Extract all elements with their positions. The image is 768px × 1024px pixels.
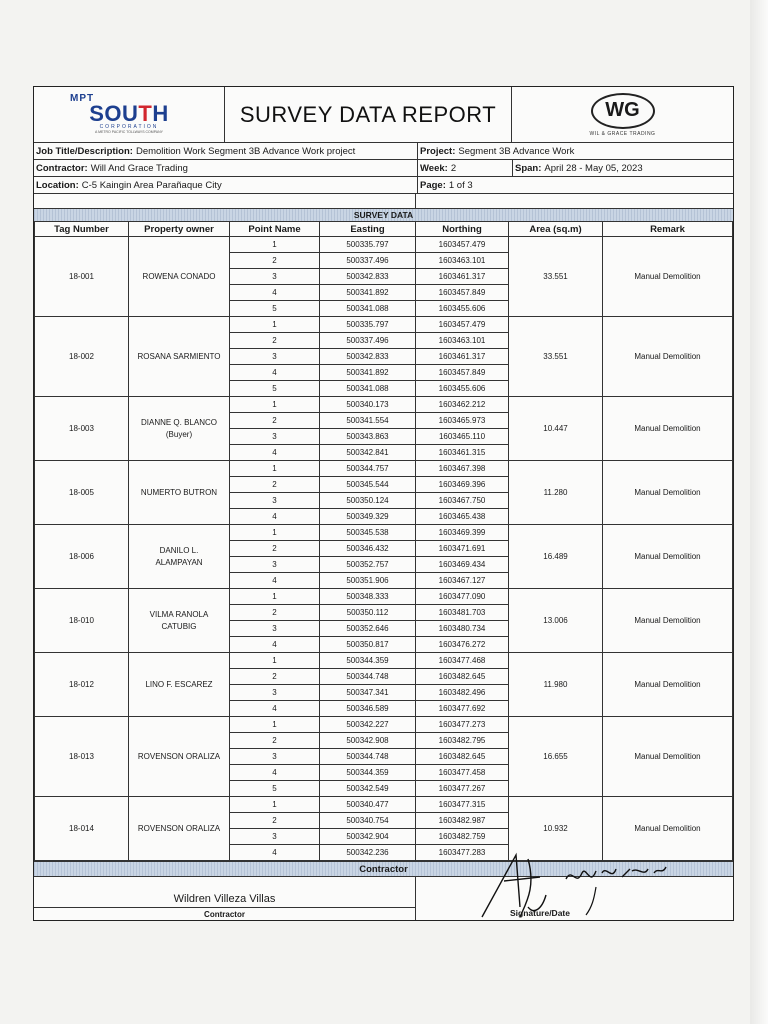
logo-corporation-text: CORPORATION (99, 124, 159, 130)
northing-cell: 1603480.734 (416, 621, 509, 637)
point-name-cell: 2 (230, 605, 320, 621)
northing-cell: 1603469.396 (416, 477, 509, 493)
point-name-cell: 2 (230, 477, 320, 493)
point-name-cell: 3 (230, 685, 320, 701)
job-title-value: Demolition Work Segment 3B Advance Work project (135, 145, 356, 157)
contractor-label: Contractor: (36, 162, 88, 174)
info-blank-row (34, 194, 733, 209)
northing-cell: 1603482.645 (416, 749, 509, 765)
easting-cell: 500342.904 (320, 829, 416, 845)
easting-cell: 500347.341 (320, 685, 416, 701)
point-name-cell: 1 (230, 717, 320, 733)
easting-cell: 500349.329 (320, 509, 416, 525)
easting-cell: 500341.088 (320, 381, 416, 397)
northing-cell: 1603476.272 (416, 637, 509, 653)
table-row (35, 317, 733, 333)
easting-cell: 500340.173 (320, 397, 416, 413)
point-name-cell: 3 (230, 621, 320, 637)
property-owner-line: ALAMPAYAN (155, 557, 203, 567)
easting-cell: 500341.088 (320, 301, 416, 317)
remark-cell: Manual Demolition (603, 461, 733, 525)
point-name-cell: 5 (230, 781, 320, 797)
property-owner-line: ROVENSON ORALIZA (137, 823, 221, 833)
northing-cell: 1603465.438 (416, 509, 509, 525)
span-value: April 28 - May 05, 2023 (544, 162, 643, 174)
tag-number-cell: 18-002 (35, 317, 129, 397)
easting-cell: 500352.757 (320, 557, 416, 573)
northing-cell: 1603455.606 (416, 381, 509, 397)
northing-cell: 1603481.703 (416, 605, 509, 621)
northing-cell: 1603457.849 (416, 285, 509, 301)
northing-cell: 1603457.479 (416, 317, 509, 333)
northing-cell: 1603477.267 (416, 781, 509, 797)
northing-cell: 1603477.315 (416, 797, 509, 813)
point-name-cell: 1 (230, 237, 320, 253)
point-name-cell: 3 (230, 829, 320, 845)
page-value: 1 of 3 (448, 179, 473, 191)
tag-number-cell: 18-005 (35, 461, 129, 525)
area-cell: 33.551 (509, 317, 603, 397)
table-row (35, 717, 733, 733)
easting-cell: 500350.112 (320, 605, 416, 621)
point-name-cell: 3 (230, 349, 320, 365)
report-sheet (33, 86, 734, 921)
contractor-role: Contractor (34, 907, 415, 920)
table-row (35, 397, 733, 413)
northing-cell: 1603461.315 (416, 445, 509, 461)
easting-cell: 500351.906 (320, 573, 416, 589)
property-owner-line: CATUBIG (161, 621, 197, 631)
column-header: Area (sq.m) (509, 222, 603, 237)
easting-cell: 500348.333 (320, 589, 416, 605)
column-header: Property owner (129, 222, 230, 237)
easting-cell: 500337.496 (320, 333, 416, 349)
tag-number-cell: 18-003 (35, 397, 129, 461)
northing-cell: 1603457.849 (416, 365, 509, 381)
table-row (35, 461, 733, 477)
wg-logo (512, 87, 733, 142)
point-name-cell: 5 (230, 381, 320, 397)
point-name-cell: 2 (230, 413, 320, 429)
point-name-cell: 1 (230, 797, 320, 813)
point-name-cell: 4 (230, 765, 320, 781)
easting-cell: 500342.227 (320, 717, 416, 733)
point-name-cell: 1 (230, 589, 320, 605)
table-header-row (35, 222, 733, 237)
point-name-cell: 2 (230, 253, 320, 269)
northing-cell: 1603477.273 (416, 717, 509, 733)
point-name-cell: 4 (230, 285, 320, 301)
point-name-cell: 4 (230, 845, 320, 861)
scan-edge (750, 0, 768, 1024)
point-name-cell: 1 (230, 525, 320, 541)
point-name-cell: 4 (230, 637, 320, 653)
point-name-cell: 1 (230, 397, 320, 413)
area-cell: 13.006 (509, 589, 603, 653)
logo-south-pre: SOU (89, 101, 139, 126)
area-cell: 16.489 (509, 525, 603, 589)
point-name-cell: 2 (230, 669, 320, 685)
area-cell: 11.280 (509, 461, 603, 525)
easting-cell: 500345.544 (320, 477, 416, 493)
easting-cell: 500344.748 (320, 669, 416, 685)
property-owner-cell (129, 317, 230, 397)
remark-cell: Manual Demolition (603, 397, 733, 461)
page-label: Page: (420, 179, 446, 191)
easting-cell: 500344.359 (320, 765, 416, 781)
remark-cell: Manual Demolition (603, 525, 733, 589)
easting-cell: 500340.477 (320, 797, 416, 813)
tag-number-cell: 18-014 (35, 797, 129, 861)
northing-cell: 1603482.759 (416, 829, 509, 845)
project-value: Segment 3B Advance Work (458, 145, 575, 157)
report-header (34, 87, 733, 143)
column-header: Tag Number (35, 222, 129, 237)
tag-number-cell: 18-010 (35, 589, 129, 653)
point-name-cell: 4 (230, 509, 320, 525)
tag-number-cell: 18-013 (35, 717, 129, 797)
info-row-contractor (34, 160, 733, 177)
northing-cell: 1603482.795 (416, 733, 509, 749)
point-name-cell: 3 (230, 557, 320, 573)
column-header: Northing (416, 222, 509, 237)
column-header: Remark (603, 222, 733, 237)
tag-number-cell: 18-006 (35, 525, 129, 589)
area-cell: 10.932 (509, 797, 603, 861)
report-info (34, 143, 733, 209)
point-name-cell: 3 (230, 269, 320, 285)
week-value: 2 (450, 162, 457, 174)
point-name-cell: 4 (230, 701, 320, 717)
easting-cell: 500352.646 (320, 621, 416, 637)
survey-data-title: SURVEY DATA (34, 209, 733, 222)
property-owner-line: LINO F. ESCAREZ (145, 679, 213, 689)
span-label: Span: (515, 162, 542, 174)
point-name-cell: 1 (230, 653, 320, 669)
remark-cell: Manual Demolition (603, 317, 733, 397)
point-name-cell: 4 (230, 445, 320, 461)
easting-cell: 500342.908 (320, 733, 416, 749)
wg-logo-subtitle: WIL & GRACE TRADING (589, 130, 656, 137)
property-owner-cell (129, 717, 230, 797)
contractor-band: Contractor (34, 861, 733, 877)
property-owner-cell (129, 589, 230, 653)
property-owner-line: ROVENSON ORALIZA (137, 751, 221, 761)
property-owner-line: (Buyer) (165, 429, 193, 439)
property-owner-line: VILMA RANOLA (149, 609, 209, 619)
remark-cell: Manual Demolition (603, 589, 733, 653)
northing-cell: 1603477.468 (416, 653, 509, 669)
northing-cell: 1603477.458 (416, 765, 509, 781)
property-owner-cell (129, 525, 230, 589)
northing-cell: 1603463.101 (416, 253, 509, 269)
northing-cell: 1603457.479 (416, 237, 509, 253)
property-owner-line: ROSANA SARMIENTO (137, 351, 221, 361)
northing-cell: 1603463.101 (416, 333, 509, 349)
northing-cell: 1603477.692 (416, 701, 509, 717)
logo-mpt-text: MPT (70, 93, 95, 104)
tag-number-cell: 18-001 (35, 237, 129, 317)
northing-cell: 1603469.399 (416, 525, 509, 541)
contractor-value: Will And Grace Trading (90, 162, 188, 174)
signature-date-label: Signature/Date (510, 908, 570, 918)
property-owner-cell (129, 461, 230, 525)
signature-box (416, 877, 733, 920)
contractor-name: Wildren Villeza Villas (173, 893, 276, 905)
easting-cell: 500346.589 (320, 701, 416, 717)
location-value: C-5 Kaingin Area Parañaque City (81, 179, 222, 191)
easting-cell: 500346.432 (320, 541, 416, 557)
point-name-cell: 5 (230, 301, 320, 317)
easting-cell: 500342.833 (320, 349, 416, 365)
northing-cell: 1603461.317 (416, 269, 509, 285)
northing-cell: 1603482.496 (416, 685, 509, 701)
point-name-cell: 1 (230, 317, 320, 333)
remark-cell: Manual Demolition (603, 797, 733, 861)
northing-cell: 1603467.750 (416, 493, 509, 509)
remark-cell: Manual Demolition (603, 237, 733, 317)
easting-cell: 500340.754 (320, 813, 416, 829)
easting-cell: 500345.538 (320, 525, 416, 541)
table-row (35, 525, 733, 541)
easting-cell: 500342.841 (320, 445, 416, 461)
northing-cell: 1603465.110 (416, 429, 509, 445)
handwritten-signature (416, 847, 734, 921)
remark-cell: Manual Demolition (603, 717, 733, 797)
logo-south-t: T (138, 101, 153, 126)
logo-tagline: A METRO PACIFIC TOLLWAYS COMPANY (95, 130, 163, 134)
northing-cell: 1603471.691 (416, 541, 509, 557)
survey-data-table (34, 222, 733, 861)
property-owner-cell (129, 237, 230, 317)
column-header: Point Name (230, 222, 320, 237)
remark-cell: Manual Demolition (603, 653, 733, 717)
info-row-job (34, 143, 733, 160)
easting-cell: 500343.863 (320, 429, 416, 445)
property-owner-line: DIANNE Q. BLANCO (140, 417, 217, 427)
job-title-label: Job Title/Description: (36, 145, 133, 157)
easting-cell: 500341.892 (320, 365, 416, 381)
area-cell: 16.655 (509, 717, 603, 797)
northing-cell: 1603462.212 (416, 397, 509, 413)
area-cell: 11.980 (509, 653, 603, 717)
easting-cell: 500341.892 (320, 285, 416, 301)
easting-cell: 500337.496 (320, 253, 416, 269)
point-name-cell: 4 (230, 573, 320, 589)
easting-cell: 500344.359 (320, 653, 416, 669)
point-name-cell: 3 (230, 493, 320, 509)
northing-cell: 1603482.645 (416, 669, 509, 685)
northing-cell: 1603461.317 (416, 349, 509, 365)
area-cell: 10.447 (509, 397, 603, 461)
logo-south-text (89, 101, 169, 126)
logo-south-post: H (152, 101, 169, 126)
northing-cell: 1603467.398 (416, 461, 509, 477)
column-header: Easting (320, 222, 416, 237)
survey-table-body (35, 237, 733, 861)
point-name-cell: 2 (230, 733, 320, 749)
table-row (35, 237, 733, 253)
point-name-cell: 2 (230, 333, 320, 349)
northing-cell: 1603455.606 (416, 301, 509, 317)
table-row (35, 797, 733, 813)
easting-cell: 500342.236 (320, 845, 416, 861)
point-name-cell: 4 (230, 365, 320, 381)
northing-cell: 1603477.283 (416, 845, 509, 861)
point-name-cell: 2 (230, 813, 320, 829)
project-label: Project: (420, 145, 456, 157)
easting-cell: 500341.554 (320, 413, 416, 429)
northing-cell: 1603467.127 (416, 573, 509, 589)
easting-cell: 500344.748 (320, 749, 416, 765)
property-owner-cell (129, 653, 230, 717)
easting-cell: 500344.757 (320, 461, 416, 477)
report-title: SURVEY DATA REPORT (225, 87, 512, 142)
easting-cell: 500350.817 (320, 637, 416, 653)
area-cell: 33.551 (509, 237, 603, 317)
property-owner-line: ROWENA CONADO (142, 271, 216, 281)
signature-area (34, 877, 733, 920)
property-owner-cell (129, 797, 230, 861)
point-name-cell: 3 (230, 749, 320, 765)
easting-cell: 500350.124 (320, 493, 416, 509)
property-owner-cell (129, 397, 230, 461)
wg-logo-mark: WG (591, 93, 655, 129)
property-owner-line: DANILO L. (159, 545, 199, 555)
table-row (35, 653, 733, 669)
week-label: Week: (420, 162, 448, 174)
point-name-cell: 2 (230, 541, 320, 557)
easting-cell: 500342.549 (320, 781, 416, 797)
point-name-cell: 1 (230, 461, 320, 477)
easting-cell: 500335.797 (320, 237, 416, 253)
info-row-location (34, 177, 733, 194)
northing-cell: 1603465.973 (416, 413, 509, 429)
easting-cell: 500335.797 (320, 317, 416, 333)
table-row (35, 589, 733, 605)
tag-number-cell: 18-012 (35, 653, 129, 717)
location-label: Location: (36, 179, 79, 191)
property-owner-line: NUMERTO BUTRON (140, 487, 218, 497)
northing-cell: 1603469.434 (416, 557, 509, 573)
mpt-south-logo (34, 87, 225, 142)
northing-cell: 1603482.987 (416, 813, 509, 829)
point-name-cell: 3 (230, 429, 320, 445)
northing-cell: 1603477.090 (416, 589, 509, 605)
easting-cell: 500342.833 (320, 269, 416, 285)
